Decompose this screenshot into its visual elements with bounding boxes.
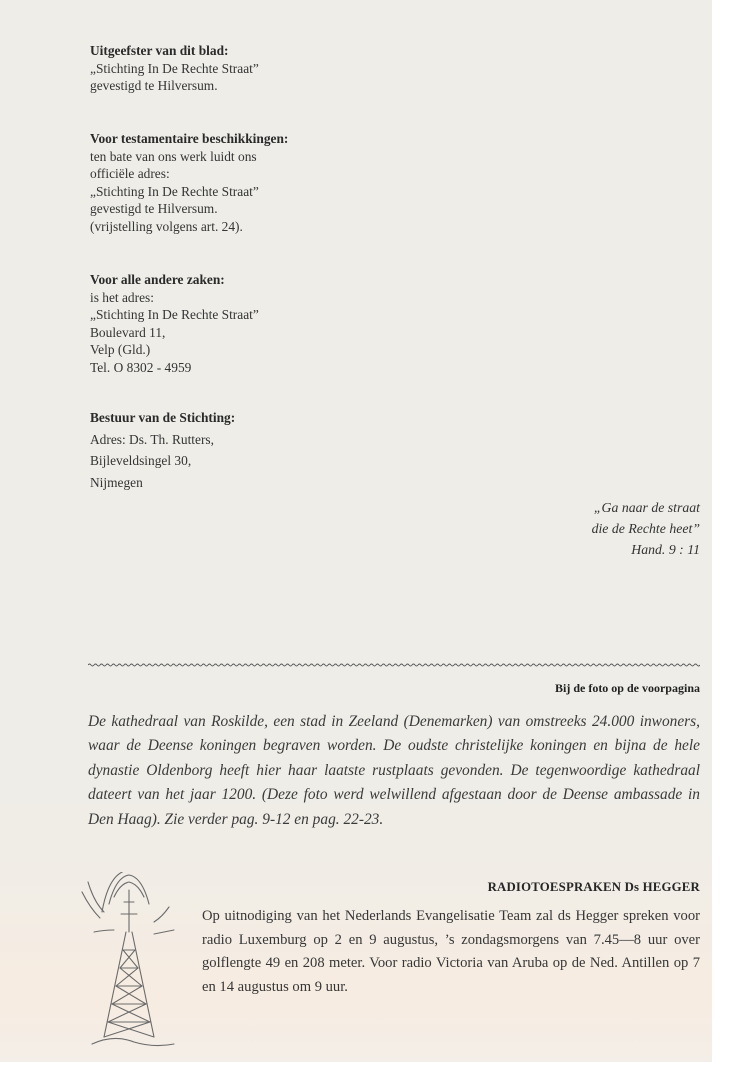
quote-line: „Ga naar de straat <box>593 500 700 515</box>
photo-caption-paragraph: De kathedraal van Roskilde, een stad in Zeeland (Denemarken) van omstreeks 24.000 inwoners, waar de Deense koningen begraven worden. De oudste christelijke koningen en bijna de hele dynastie Oldenborg heeft hier haar laatste rustplaats gevonden. De tegenwoordige kathedraal dateert van het jaar 1200. (Deze foto werd welwillend afgestaan door de Deense ambassade in Den Haag). Zie verder pag. 9-12 en pag. 22-23. <box>88 713 700 828</box>
testament-heading: Voor testamentaire beschikkingen: <box>90 131 289 146</box>
other-matters-line: „Stichting In De Rechte Straat” <box>90 307 259 322</box>
radio-title: RADIOTOESPRAKEN Ds HEGGER <box>487 880 700 894</box>
radio-text <box>202 905 700 999</box>
quote-line: die de Rechte heet” <box>591 521 700 536</box>
testament-block <box>90 130 288 235</box>
bible-quote <box>460 497 700 560</box>
radio-tower-icon <box>74 872 184 1052</box>
testament-line: ten bate van ons werk luidt ons <box>90 148 257 164</box>
other-matters-line: is het adres: <box>90 289 154 305</box>
board-block <box>90 407 235 493</box>
publisher-heading: Uitgeefster van dit blad: <box>90 43 229 58</box>
testament-line: (vrijstelling volgens art. 24). <box>90 218 243 234</box>
radio-paragraph: Op uitnodiging van het Nederlands Evangelisatie Team zal ds Hegger spreken voor radio Luxemburg op 2 en 9 augustus, ’s zondagsmorgens van 7.45—8 uur over golflengte 49 en 208 meter. Voor radio Victoria van Aruba op de Ned. Antillen op 7 en 14 augustus om 9 uur. <box>202 908 700 995</box>
wavy-divider <box>88 662 700 668</box>
publisher-line: gevestigd te Hilversum. <box>90 78 218 93</box>
other-matters-block <box>90 271 259 376</box>
publisher-line: „Stichting In De Rechte Straat” <box>90 60 259 76</box>
other-matters-line: Boulevard 11, <box>90 324 166 340</box>
publisher-block <box>90 42 259 95</box>
phone-number: Tel. O 8302 - 4959 <box>90 359 192 375</box>
other-matters-line: Velp (Gld.) <box>90 342 151 357</box>
board-line: Adres: Ds. Th. Rutters, <box>90 431 214 447</box>
photo-caption-title: Bij de foto op de voorpagina <box>554 681 700 695</box>
other-matters-heading: Voor alle andere zaken: <box>90 272 225 287</box>
photo-caption-text <box>88 710 700 832</box>
board-line: Nijmegen <box>90 474 143 490</box>
board-heading: Bestuur van de Stichting: <box>90 410 236 425</box>
quote-reference: Hand. 9 : 11 <box>631 542 700 557</box>
testament-line: officiële adres: <box>90 166 170 181</box>
testament-line: gevestigd te Hilversum. <box>90 201 218 216</box>
testament-line: „Stichting In De Rechte Straat” <box>90 183 259 199</box>
board-line: Bijleveldsingel 30, <box>90 453 192 468</box>
